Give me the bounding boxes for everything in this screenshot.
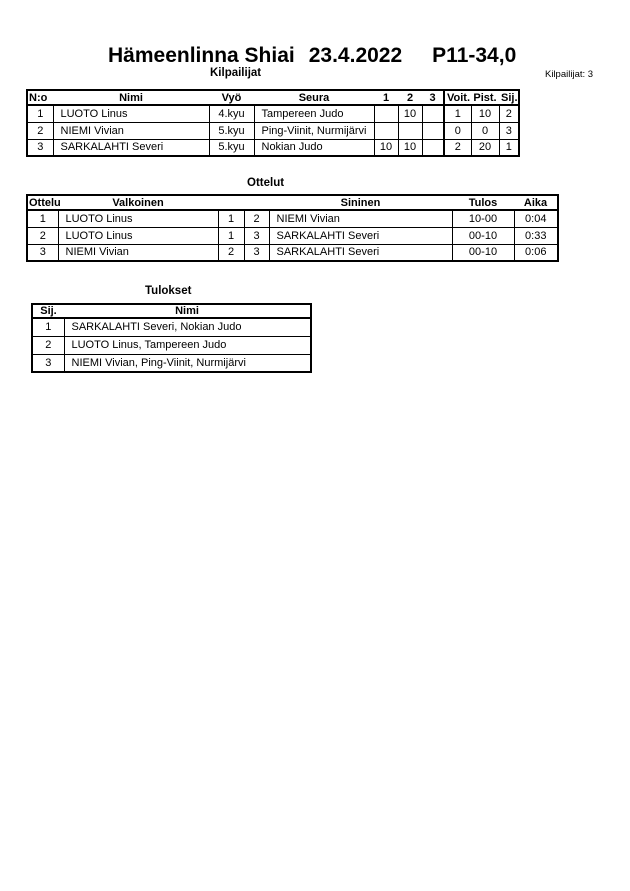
event-name: Hämeenlinna Shiai — [108, 44, 295, 67]
matches-table — [26, 194, 559, 262]
cell-white-name: NIEMI Vivian — [58, 244, 218, 261]
cell-voit: 2 — [444, 139, 471, 156]
cell-match-no: 1 — [27, 210, 58, 227]
cell-vyo: 5.kyu — [209, 139, 254, 156]
col-header-tulos: Tulos — [452, 195, 514, 210]
cell-name-club: SARKALAHTI Severi, Nokian Judo — [64, 318, 311, 336]
cell-vyo: 4.kyu — [209, 105, 254, 122]
col-header-no: N:o — [27, 90, 53, 105]
cell-time: 0:06 — [514, 244, 558, 261]
cell-no: 1 — [27, 105, 53, 122]
cell-match2: 10 — [398, 105, 422, 122]
cell-vyo: 5.kyu — [209, 122, 254, 139]
result-row — [32, 354, 311, 372]
cell-nimi: LUOTO Linus — [53, 105, 209, 122]
cell-no: 3 — [27, 139, 53, 156]
cell-match1: 10 — [374, 139, 398, 156]
results-header-row — [32, 304, 311, 318]
col-header-nimi: Nimi — [53, 90, 209, 105]
cell-white-no: 1 — [218, 210, 244, 227]
col-header-aika: Aika — [514, 195, 558, 210]
cell-nimi: SARKALAHTI Severi — [53, 139, 209, 156]
cell-score: 10-00 — [452, 210, 514, 227]
cell-sij: 3 — [499, 122, 519, 139]
col-header-match2: 2 — [398, 90, 422, 105]
cell-name-club: LUOTO Linus, Tampereen Judo — [64, 336, 311, 354]
cell-sij: 2 — [499, 105, 519, 122]
col-header-sininen: Sininen — [269, 195, 452, 210]
cell-place: 1 — [32, 318, 64, 336]
section-title-ottelut: Ottelut — [247, 177, 285, 189]
section-title-kilpailijat: Kilpailijat — [210, 67, 262, 79]
cell-match3 — [422, 122, 444, 139]
cell-match1 — [374, 105, 398, 122]
cell-voit: 1 — [444, 105, 471, 122]
competitor-row — [27, 105, 519, 122]
cell-blue-name: SARKALAHTI Severi — [269, 244, 452, 261]
col-header-ottelu: Ottelu — [29, 196, 61, 209]
cell-place: 2 — [32, 336, 64, 354]
cell-pist: 10 — [471, 105, 499, 122]
match-row — [27, 210, 558, 227]
section-title-tulokset: Tulokset — [145, 285, 192, 297]
cell-seura: Nokian Judo — [254, 139, 374, 156]
competitors-table — [26, 89, 520, 157]
competitor-row — [27, 139, 519, 156]
cell-match3 — [422, 105, 444, 122]
cell-voit: 0 — [444, 122, 471, 139]
col-header-vyo: Vyö — [209, 90, 254, 105]
cell-match1 — [374, 122, 398, 139]
cell-no: 2 — [27, 122, 53, 139]
col-header-blue-no — [244, 195, 269, 210]
cell-match-no: 2 — [27, 227, 58, 244]
col-header-sij: Sij. — [501, 91, 518, 104]
competitors-header-row — [27, 90, 519, 105]
col-header-seura: Seura — [254, 90, 374, 105]
weight-category: P11-34,0 — [432, 44, 517, 67]
result-row — [32, 336, 311, 354]
cell-white-no: 2 — [218, 244, 244, 261]
cell-white-no: 1 — [218, 227, 244, 244]
col-header-match1: 1 — [374, 90, 398, 105]
cell-blue-no: 3 — [244, 227, 269, 244]
event-date: 23.4.2022 — [308, 44, 403, 67]
col-header-sij: Sij. — [32, 304, 64, 318]
cell-pist: 0 — [471, 122, 499, 139]
cell-seura: Tampereen Judo — [254, 105, 374, 122]
cell-time: 0:33 — [514, 227, 558, 244]
cell-sij: 1 — [499, 139, 519, 156]
col-header-pist: Pist. — [471, 90, 499, 105]
cell-nimi: NIEMI Vivian — [53, 122, 209, 139]
match-row — [27, 244, 558, 261]
cell-match3 — [422, 139, 444, 156]
cell-blue-name: NIEMI Vivian — [269, 210, 452, 227]
competitor-row — [27, 122, 519, 139]
cell-match2 — [398, 122, 422, 139]
cell-time: 0:04 — [514, 210, 558, 227]
col-header-match3: 3 — [422, 90, 444, 105]
matches-header-row — [27, 195, 558, 210]
col-header-voit: Voit. — [444, 90, 471, 105]
cell-blue-name: SARKALAHTI Severi — [269, 227, 452, 244]
cell-white-name: LUOTO Linus — [58, 227, 218, 244]
cell-pist: 20 — [471, 139, 499, 156]
page-title — [108, 45, 516, 67]
cell-name-club: NIEMI Vivian, Ping-Viinit, Nurmijärvi — [64, 354, 311, 372]
col-header-valkoinen: Valkoinen — [58, 195, 218, 210]
results-table — [31, 303, 312, 373]
cell-match-no: 3 — [27, 244, 58, 261]
col-header-nimi: Nimi — [64, 304, 311, 318]
cell-blue-no: 3 — [244, 244, 269, 261]
result-row — [32, 318, 311, 336]
cell-seura: Ping-Viinit, Nurmijärvi — [254, 122, 374, 139]
cell-blue-no: 2 — [244, 210, 269, 227]
cell-score: 00-10 — [452, 244, 514, 261]
competitor-count-label: Kilpailijat: 3 — [545, 69, 594, 80]
cell-match2: 10 — [398, 139, 422, 156]
col-header-white-no — [218, 195, 244, 210]
cell-white-name: LUOTO Linus — [58, 210, 218, 227]
cell-place: 3 — [32, 354, 64, 372]
match-row — [27, 227, 558, 244]
cell-score: 00-10 — [452, 227, 514, 244]
